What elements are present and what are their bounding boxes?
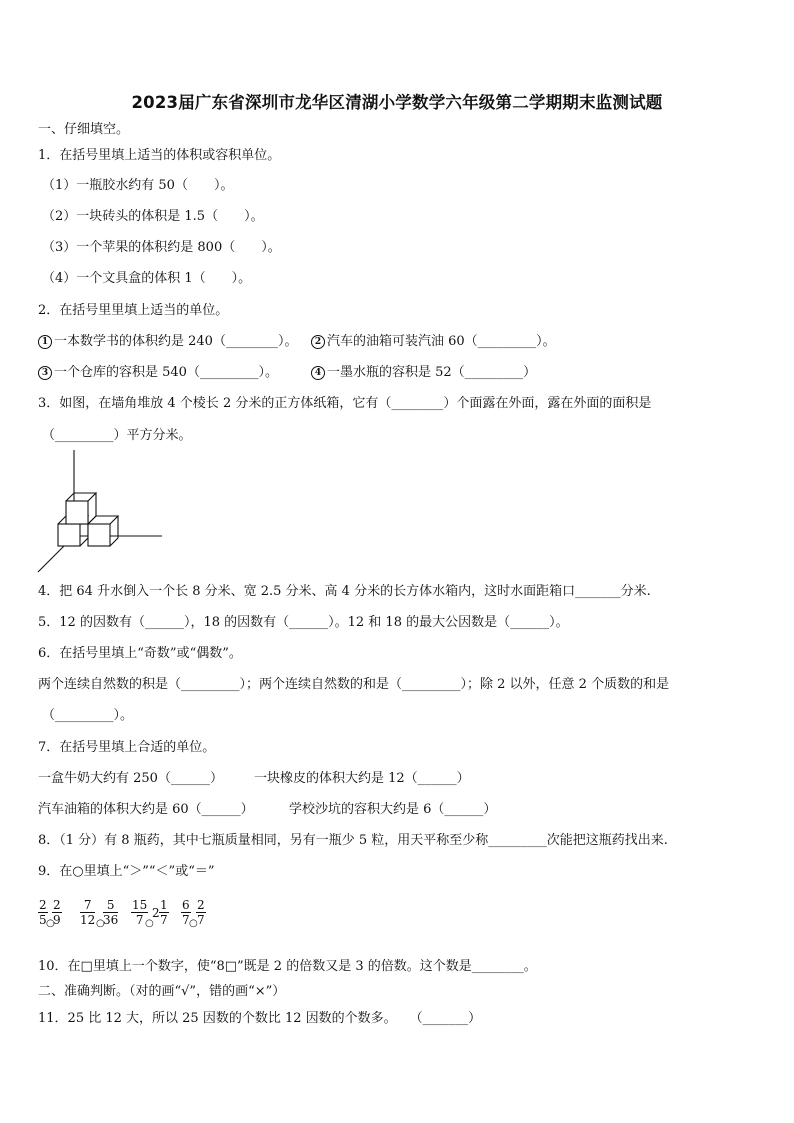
compare-circle[interactable]: ○ bbox=[145, 918, 154, 929]
fraction: $\frac{15}{7}$ bbox=[132, 898, 148, 927]
question-7-stem: 7．在括号里填上合适的单位。 bbox=[38, 740, 216, 755]
question-9-stem: 9．在○里填上“＞”“＜”或“＝” bbox=[38, 864, 215, 879]
fraction: $\frac{6}{7}$ bbox=[182, 898, 190, 927]
mixed-number-whole: 2 bbox=[152, 906, 160, 920]
question-6-line-1: 两个连续自然数的积是（_________）；两个连续自然数的和是（_________）；除 2 以外，任意 2 个质数的和是 bbox=[38, 677, 670, 692]
question-6-stem: 6．在括号里填上“奇数”或“偶数”。 bbox=[38, 646, 242, 661]
question-2-item-d bbox=[311, 364, 536, 382]
compare-circle[interactable]: ○ bbox=[46, 918, 55, 929]
question-2-item-b-text: 汽车的油箱可装汽油 60（_________）。 bbox=[327, 334, 556, 349]
question-11: 11．25 比 12 大，所以 25 因数的个数比 12 因数的个数多。 （_______） bbox=[38, 1011, 482, 1026]
fraction: $\frac{5}{36}$ bbox=[103, 898, 119, 927]
cube-corner-figure bbox=[30, 448, 170, 576]
fraction: $\frac{1}{7}$ bbox=[160, 898, 168, 927]
section-2-heading: 二、准确判断。（对的画“√”，错的画“×”） bbox=[38, 984, 286, 999]
circled-number-3: 3 bbox=[38, 366, 52, 380]
question-6-line-2: （_________）。 bbox=[42, 708, 134, 723]
circled-number-4: 4 bbox=[311, 366, 325, 380]
question-2-item-c bbox=[38, 364, 278, 382]
question-3-line-2: （_________）平方分米。 bbox=[42, 428, 192, 443]
compare-circle[interactable]: ○ bbox=[96, 918, 105, 929]
question-10: 10．在□里填上一个数字，使“8□”既是 2 的倍数又是 3 的倍数。这个数是________。 bbox=[38, 959, 537, 974]
question-4: 4．把 64 升水倒入一个长 8 分米、宽 2.5 分米、高 4 分米的长方体水箱内，这时水面距箱口_______分米. bbox=[38, 584, 651, 599]
question-1-item: （3）一个苹果的体积约是 800（ ）。 bbox=[42, 240, 281, 255]
question-7-item-b: 一块橡皮的体积大约是 12（______） bbox=[254, 771, 470, 786]
fraction: $\frac{2}{9}$ bbox=[53, 898, 61, 927]
fraction: $\frac{2}{5}$ bbox=[39, 898, 47, 927]
question-2-item-a-text: 一本数学书的体积约是 240（________）。 bbox=[54, 334, 298, 349]
question-1-item: （4）一个文具盒的体积 1（ ）。 bbox=[42, 271, 252, 286]
question-2-item-a bbox=[38, 333, 297, 351]
question-2-stem: 2．在括号里里填上适当的单位。 bbox=[38, 303, 229, 318]
question-2-item-c-text: 一个仓库的容积是 540（_________）。 bbox=[54, 365, 278, 380]
question-7-item-a: 一盒牛奶大约有 250（______） bbox=[38, 771, 223, 786]
question-8: 8．（1 分）有 8 瓶药，其中七瓶质量相同，另有一瓶少 5 粒，用天平称至少称_________次能把这瓶药找出来. bbox=[38, 833, 668, 848]
section-1-heading: 一、仔细填空。 bbox=[38, 122, 130, 137]
page-title: 2023届广东省深圳市龙华区清湖小学数学六年级第二学期期末监测试题 bbox=[131, 93, 663, 112]
fraction: $\frac{2}{7}$ bbox=[197, 898, 205, 927]
question-1-item: （1）一瓶胶水约有 50（ ）。 bbox=[42, 178, 234, 193]
compare-circle[interactable]: ○ bbox=[189, 918, 198, 929]
question-2-item-b bbox=[311, 333, 556, 351]
question-1-stem: 1．在括号里填上适当的体积或容积单位。 bbox=[38, 148, 281, 163]
cube-top bbox=[66, 493, 96, 524]
circled-number-2: 2 bbox=[311, 335, 325, 349]
question-5: 5．12 的因数有（______），18 的因数有（______）。12 和 18 的最大公因数是（______）。 bbox=[38, 615, 569, 630]
question-7-item-c: 汽车油箱的体积大约是 60（______） bbox=[38, 802, 254, 817]
question-1-item: （2）一块砖头的体积是 1.5（ ）。 bbox=[42, 209, 264, 224]
circled-number-1: 1 bbox=[38, 335, 52, 349]
fraction: $\frac{7}{12}$ bbox=[80, 898, 96, 927]
question-2-item-d-text: 一墨水瓶的容积是 52（_________） bbox=[327, 365, 537, 380]
question-7-item-d: 学校沙坑的容积大约是 6（______） bbox=[289, 802, 497, 817]
question-3-line-1: 3．如图，在墙角堆放 4 个棱长 2 分米的正方体纸箱，它有（________）个面露在外面，露在外面的面积是 bbox=[38, 396, 652, 411]
